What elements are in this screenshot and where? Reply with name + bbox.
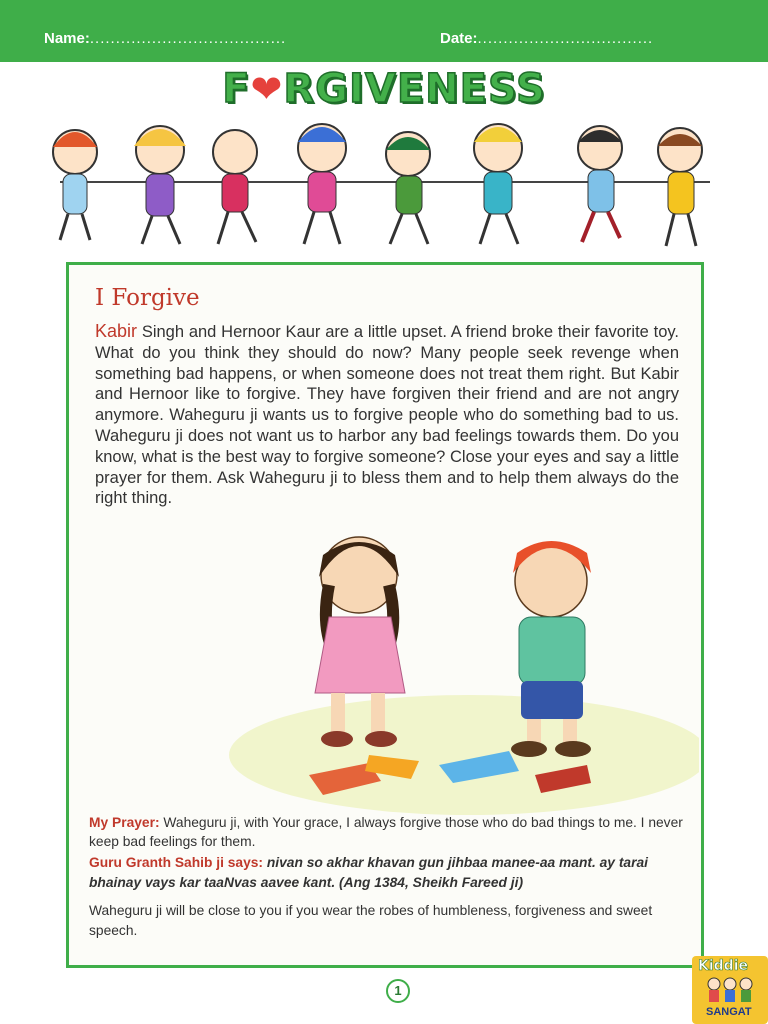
lesson-heading: I Forgive (95, 285, 200, 311)
heart-hands-icon: ❤ (250, 67, 284, 111)
child-7 (578, 126, 622, 242)
children-holding-hands-illustration (30, 112, 740, 262)
story-paragraph (95, 321, 679, 509)
child-8 (658, 128, 702, 246)
page-title (0, 66, 768, 112)
gurbani-label: Guru Granth Sahib ji says: (89, 855, 264, 870)
title-first-letter: F (222, 66, 251, 112)
logo-text-kiddie: Kiddie (698, 958, 748, 974)
my-prayer-label: My Prayer: (89, 815, 160, 830)
my-prayer-text: Waheguru ji, with Your grace, I always forgive those who do bad things to me. I never keep bad feelings for them. (89, 815, 683, 849)
child-4 (298, 124, 346, 244)
child-5 (386, 132, 430, 244)
page-number: 1 (386, 979, 410, 1003)
name-label: Name: (44, 30, 90, 47)
child-2 (134, 126, 186, 244)
child-6 (474, 124, 522, 244)
story-text: Singh and Hernoor Kaur are a little upset. A friend broke their favorite toy. What do you think they should do now? Many people seek revenge when something bad happens, or when someone does not treat them right. But Kabir and Hernoor like to forgive. They have forgiven their friend and are not angry anymore. Waheguru ji wants us to forgive people who do something bad to us. Waheguru ji does not want us to harbor any bad feelings towards them. Do you know, what is the best way to forgive someone? Close your eyes and say a little prayer for them. Ask Waheguru ji to bless them and to help them always do the right thing. (95, 323, 679, 508)
my-prayer-block (89, 813, 689, 851)
date-field[interactable] (440, 30, 653, 47)
closing-paragraph: Waheguru ji will be close to you if you wear the robes of humbleness, forgiveness and sweet speech. (89, 903, 653, 938)
kiddie-sangat-logo (692, 956, 768, 1024)
date-label: Date: (440, 30, 478, 47)
gurbani-block (89, 853, 689, 893)
child-3 (213, 130, 257, 244)
story-lead-word: Kabir (95, 321, 138, 341)
logo-kids-icon (702, 976, 758, 1006)
name-blank: ...................................... (89, 30, 287, 47)
date-blank: .................................. (477, 30, 654, 47)
name-field[interactable] (44, 30, 286, 47)
lesson-card (66, 262, 704, 968)
gurbani-verse: nivan so akhar khavan gun jihbaa manee-aa mant. ay tarai bhainay vays kar taaNvas aavee kant. (Ang 1384, Sheikh Fareed ji) (89, 855, 648, 890)
kabir-hernoor-broken-toy-illustration (219, 525, 699, 815)
header-bar (0, 0, 768, 62)
title-rest: RGIVENESS (283, 66, 546, 112)
logo-text-sangat: SANGAT (706, 1006, 752, 1018)
child-1 (53, 130, 97, 240)
